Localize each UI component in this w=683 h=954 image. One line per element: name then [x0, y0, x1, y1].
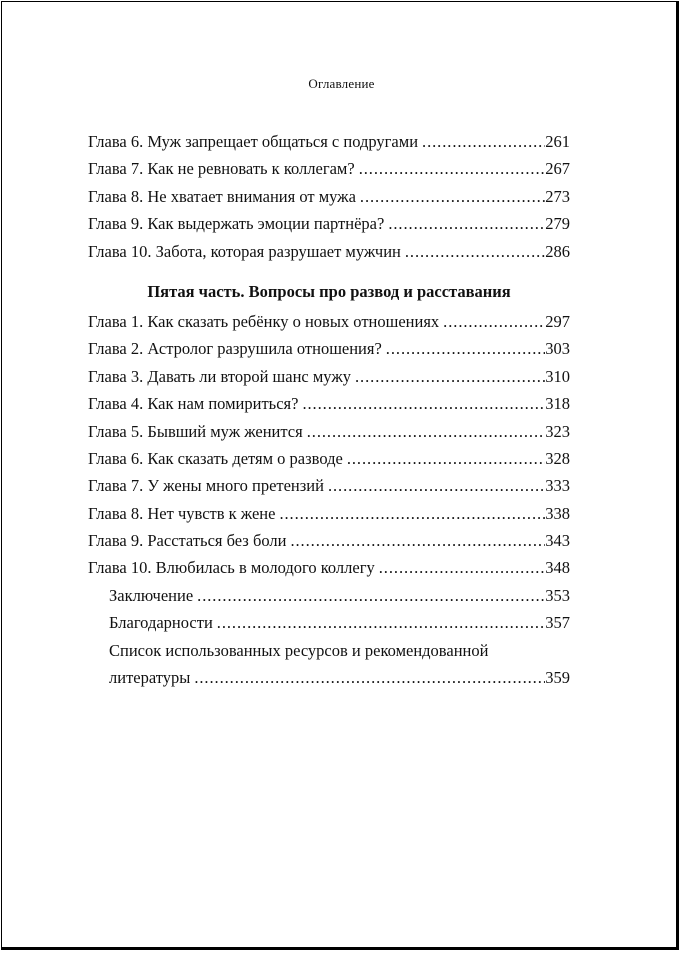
toc-entry-title: Глава 6. Как сказать детям о разводе — [88, 448, 343, 468]
dot-leader — [286, 527, 545, 554]
dot-leader — [384, 210, 545, 237]
part-heading: Пятая часть. Вопросы про развод и расставания — [147, 281, 511, 301]
toc-entry-title: Глава 9. Как выдержать эмоции партнёра? — [88, 214, 385, 234]
toc-entry-page: 328 — [545, 448, 570, 468]
toc-entry-title: Глава 10. Забота, которая разрушает мужчин — [88, 241, 401, 261]
toc-entry[interactable] — [88, 390, 570, 417]
dot-leader — [275, 500, 545, 527]
toc-entry-page: 353 — [545, 585, 570, 605]
toc-entry-acknowledgements[interactable] — [88, 609, 570, 636]
dot-leader — [356, 183, 545, 210]
toc-entry[interactable] — [88, 418, 570, 445]
toc-entry-page: 357 — [545, 613, 570, 633]
dot-leader — [324, 472, 545, 499]
toc-entry-title: Благодарности — [109, 613, 213, 633]
toc-entry-title: Заключение — [109, 585, 194, 605]
toc-entry-page: 343 — [545, 531, 570, 551]
toc-entry-title: Глава 7. У жены много претензий — [88, 476, 324, 496]
toc-entry-title: Глава 3. Давать ли второй шанс мужу — [88, 366, 351, 386]
dot-leader — [298, 390, 545, 417]
toc-entry-page: 286 — [545, 241, 570, 261]
toc-entry[interactable] — [88, 308, 570, 335]
toc-entry-title: Глава 1. Как сказать ребёнку о новых отношениях — [88, 311, 440, 331]
toc-entry[interactable] — [88, 554, 570, 581]
toc-entry[interactable] — [88, 445, 570, 472]
dot-leader — [418, 128, 545, 155]
toc-entry-page: 348 — [545, 558, 570, 578]
dot-leader — [355, 155, 546, 182]
dot-leader — [303, 418, 546, 445]
toc-entry-title: Глава 5. Бывший муж женится — [88, 421, 303, 441]
toc-entry-page: 318 — [545, 394, 570, 414]
toc-entry-title: Глава 8. Не хватает внимания от мужа — [88, 186, 356, 206]
running-title: Оглавление — [308, 76, 375, 91]
toc-entry-last-line — [109, 664, 570, 691]
toc-entry[interactable] — [88, 210, 570, 237]
toc-entry[interactable] — [88, 335, 570, 362]
dot-leader — [375, 554, 546, 581]
toc-entry-title-line1: Список использованных ресурсов и рекомендованной — [109, 640, 489, 660]
toc-entry-page: 359 — [545, 668, 570, 688]
toc-entry[interactable] — [88, 527, 570, 554]
toc-entry[interactable] — [88, 472, 570, 499]
dot-leader — [439, 308, 545, 335]
dot-leader — [213, 609, 545, 636]
toc-entry-title: Глава 9. Расстаться без боли — [88, 531, 287, 551]
toc-entry-page: 323 — [545, 421, 570, 441]
toc-entry-title: Глава 2. Астролог разрушила отношения? — [88, 339, 382, 359]
toc-entry-page: 303 — [545, 339, 570, 359]
toc-entry[interactable] — [88, 155, 570, 182]
toc-entry-title: Глава 7. Как не ревновать к коллегам? — [88, 159, 355, 179]
toc-entry[interactable] — [88, 238, 570, 265]
dot-leader — [190, 664, 545, 691]
toc-entry-resources[interactable] — [88, 637, 570, 692]
toc-entry-title-line2: литературы — [109, 668, 191, 688]
toc-entry-title: Глава 8. Нет чувств к жене — [88, 503, 276, 523]
toc-entry-page: 310 — [545, 366, 570, 386]
toc-entry-page: 333 — [545, 476, 570, 496]
toc-entry-conclusion[interactable] — [88, 582, 570, 609]
dot-leader — [343, 445, 545, 472]
toc-entry-page: 297 — [545, 311, 570, 331]
toc-entry-page: 267 — [545, 159, 570, 179]
toc-entry[interactable] — [88, 128, 570, 155]
toc-entry-page: 279 — [545, 214, 570, 234]
toc-entry[interactable] — [88, 183, 570, 210]
toc-entry[interactable] — [88, 363, 570, 390]
toc-entry[interactable] — [88, 500, 570, 527]
toc-entry-title: Глава 10. Влюбилась в молодого коллегу — [88, 558, 375, 578]
table-of-contents — [88, 128, 570, 691]
toc-entry-page: 261 — [545, 132, 570, 151]
toc-entry-page: 273 — [545, 186, 570, 206]
dot-leader — [401, 238, 545, 265]
dot-leader — [382, 335, 545, 362]
toc-entry-page: 338 — [545, 503, 570, 523]
toc-entry-title: Глава 6. Муж запрещает общаться с подругами — [88, 132, 419, 151]
dot-leader — [193, 582, 545, 609]
dot-leader — [351, 363, 545, 390]
toc-entry-title: Глава 4. Как нам помириться? — [88, 394, 299, 414]
